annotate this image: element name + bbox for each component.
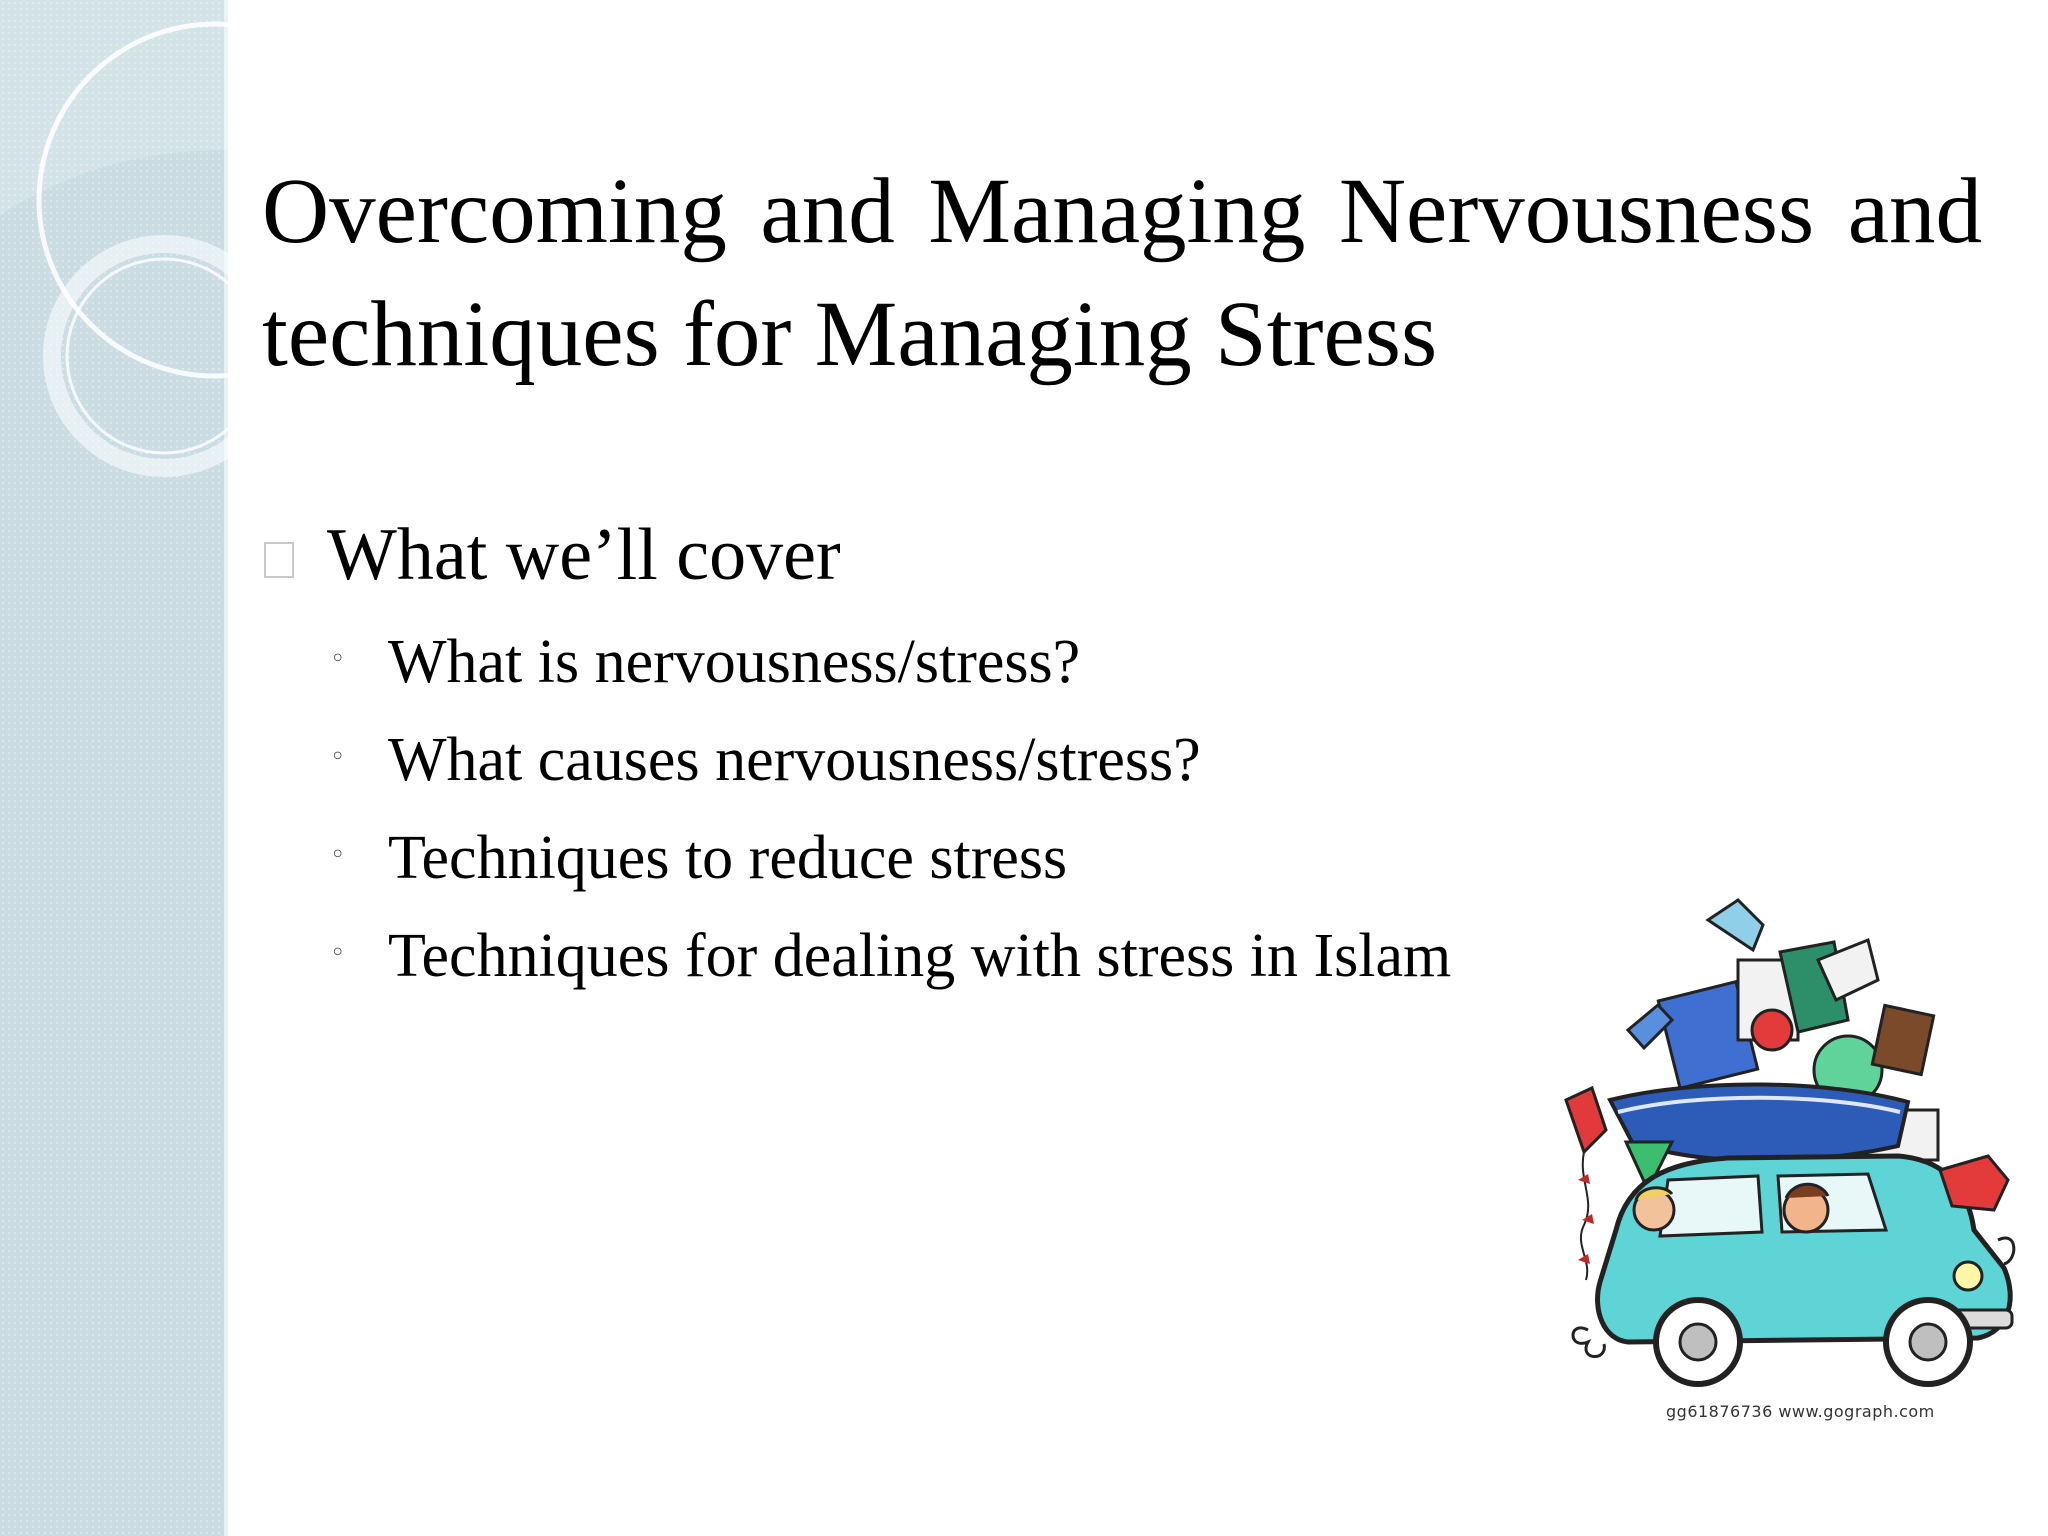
square-bullet-icon [264, 542, 294, 578]
bullet-label: What we’ll cover [327, 514, 841, 596]
sidebar-circles-decoration [0, 0, 240, 520]
sub-bullet-label: What causes nervousness/stress? [388, 726, 1201, 794]
overloaded-car-clipart [1548, 880, 2028, 1440]
sub-bullet-item [330, 916, 1630, 996]
hollow-circle-bullet-icon: ◦ [330, 644, 346, 674]
hollow-circle-bullet-icon: ◦ [330, 938, 346, 968]
image-credit: gg61876736 www.gograph.com [1666, 1402, 1935, 1421]
hollow-circle-bullet-icon: ◦ [330, 840, 346, 870]
bullet-what-we-will-cover [262, 505, 1562, 605]
sub-bullet-label: What is nervousness/stress? [388, 628, 1081, 696]
sub-bullet-item [330, 720, 1630, 800]
slide-title: Overcoming and Managing Nervousness and techniques for Managing Stress [262, 160, 1982, 386]
sub-bullet-label: Techniques to reduce stress [388, 824, 1068, 892]
sub-bullet-item [330, 818, 1630, 898]
hollow-circle-bullet-icon: ◦ [330, 742, 346, 772]
sub-bullet-label: Techniques for dealing with stress in Islam [388, 922, 1452, 990]
sub-bullet-item [330, 622, 1630, 702]
